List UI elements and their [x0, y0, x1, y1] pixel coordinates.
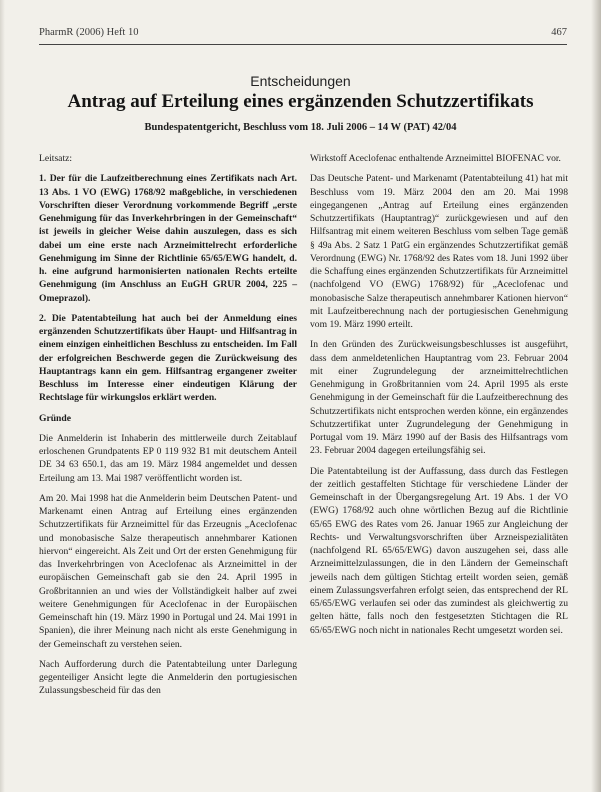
header-rule	[39, 44, 567, 45]
paragraph: Die Anmelderin ist Inhaberin des mittlerweile durch Zeitablauf erloschenen Grundpatents EP 0 119 932 B1 mit deutschem Anteil DE 34 63 650.1, das am 19. März 1984 angemeldet und dessen Erteilung am 13. Mai 1987 veröffentlicht worden ist.	[39, 432, 297, 484]
paragraph: Am 20. Mai 1998 hat die Anmelderin beim Deutschen Patent- und Markenamt einen Antrag auf Erteilung eines ergänzenden Schutzzertifikats für Arzneimittel für das Erzeugnis „Aceclofenac und monobasische Salze therapeutisch annehmbarer Kationen hiervon“ eingereicht. Als Zeit und Ort der ersten Genehmigung für das Inverkehrbringen von Aceclofenac als Arzneimittel in der europäischen Gemeinschaft gab sie den 24. April 1995 in Großbritannien an und wies der Vollständigkeit halber auf zwei weitere Genehmigungen für Aceclofenac in der Europäischen Gemeinschaft hin (19. März 1990 in Portugal und 24. Mai 1991 in Spanien), die ihrer Meinung nach nicht als erste Genehmigung in der Gemeinschaft zu verstehen seien.	[39, 492, 297, 650]
right-column	[310, 152, 568, 644]
running-header	[39, 27, 567, 41]
section-label: Entscheidungen	[250, 73, 351, 89]
leitsatz-2: 2. Die Patentabteilung hat auch bei der Anmeldung eines ergänzenden Schutzzertifikats über Haupt- und Hilfsantrag in einem einzigen einheitlichen Beschluss zu entscheiden. Im Fall der erfolgreichen Beschwerde gegen die Zurückweisung des Hauptantrags kann ein gem. Hilfsantrag ergangener zweiter Beschluss im Interesse einer eindeutigen Klärung der Rechtslage für wirkungslos erklärt werden.	[39, 312, 297, 404]
court-citation: Bundespatentgericht, Beschluss vom 18. Juli 2006 – 14 W (PAT) 42/04	[144, 122, 457, 133]
paragraph: In den Gründen des Zurückweisungsbeschlusses ist ausgeführt, dass dem anmeldetenlichen Hauptantrag vom 23. Februar 2004 mit einer Zugrundelegung der arzneimittelrechtlichen Genehmigung in Großbritannien vom 24. April 1995 als erste Genehmigung in der Gemeinschaft für die Laufzeitberechnung des Schutzzertifikats nicht entsprochen werden könne, ein ergänzendes Schutzzertifikat unter Zugrundelegung der Genehmigung in Portugal vom 19. März 1990 auf der Basis des Hilfsantrags vom 23. Februar 2004 dagegen erteilungsfähig sei.	[310, 339, 568, 457]
paragraph: Wirkstoff Aceclofenac enthaltende Arzneimittel BIOFENAC vor.	[310, 153, 561, 164]
page-number: 467	[551, 27, 567, 38]
leitsatz-heading: Leitsatz:	[39, 153, 73, 164]
paragraph: Das Deutsche Patent- und Markenamt (Patentabteilung 41) hat mit Beschluss vom 19. März 2004 den am 20. Mai 1998 eingegangenen „Antrag auf Erteilung eines ergänzenden Schutzzertifikats (Hauptantrag)“ zurückgewiesen und auf den Hilfsantrag mit einem weiteren Beschluss vom selben Tage gemäß § 49a Abs. 2 Satz 1 PatG ein ergänzendes Schutzzertifikat gemäß Verordnung (EWG) Nr. 1768/92 des Rates vom 18. Juni 1992 über die Schaffung eines ergänzenden Schutzzertifikats für Arzneimittel (nachfolgend VO (EWG) 1768/92) für „Aceclofenac und monobasische Salze therapeutisch annehmbarer Kationen hiervon“ mit Laufzeitberechnung nach der portugiesischen Genehmigung vom 19. März 1990 erteilt.	[310, 173, 568, 330]
gruende-heading: Gründe	[39, 412, 71, 424]
left-column	[39, 152, 297, 705]
article-title: Antrag auf Erteilung eines ergänzenden Schutzzertifikats	[67, 91, 534, 112]
journal-issue: PharmR (2006) Heft 10	[39, 27, 139, 38]
paragraph: Die Patentabteilung ist der Auffassung, dass durch das Festlegen der zeitlich gestaffelten Stichtage für verschiedene Länder der Gemeinschaft in der Übergangsregelung Art. 19 Abs. 1 der VO (EWG) 1768/92 auch ohne wörtlichen Bezug auf die Richtlinie 65/65 EWG des Rates vom 26. Januar 1965 zur Angleichung der Rechts- und Verwaltungsvorschriften über Arzneispezialitäten (nachfolgend RL 65/65/EWG) davon auszugehen sei, dass alle Arzneimittelzulassungen, die in den Ländern der Gemeinschaft jeweils nach dem gültigen Stichtag erteilt worden seien, gemäß einem Zulassungsverfahren erfolgt seien, das entsprechend der RL 65/65/EWG verlaufen sei oder das zumindest als gleichwertig zu gelten hätte, falls noch den festgesetzten Stichtagen die RL 65/65/EWG noch nicht in nationales Recht umgesetzt worden sei.	[310, 465, 568, 636]
paragraph: Nach Aufforderung durch die Patentabteilung unter Darlegung gegenteiliger Ansicht legte die Anmelderin den portugiesischen Zulassungsbescheid für das den	[39, 658, 297, 697]
scan-shadow-right	[591, 0, 601, 792]
scan-shadow-left	[0, 0, 5, 792]
leitsatz-1: 1. Der für die Laufzeitberechnung eines Zertifikats nach Art. 13 Abs. 1 VO (EWG) 1768/92 maßgebliche, in verschiedenen Vorschriften dieser Verordnung vorkommende Begriff „erste Genehmigung für das Inverkehrbringen in der Gemeinschaft“ ist jeweils in gleicher Weise dahin auszulegen, dass es sich dabei um eine erste nach Arzneimittelrecht erforderliche Genehmigung im Sinne der Richtlinie 65/65/EWG handelt, d. h. eine aufgrund harmonisierten nationalen Rechts erteilte Genehmigung (im Anschluss an EuGH GRUR 2004, 225 – Omeprazol).	[39, 173, 297, 304]
